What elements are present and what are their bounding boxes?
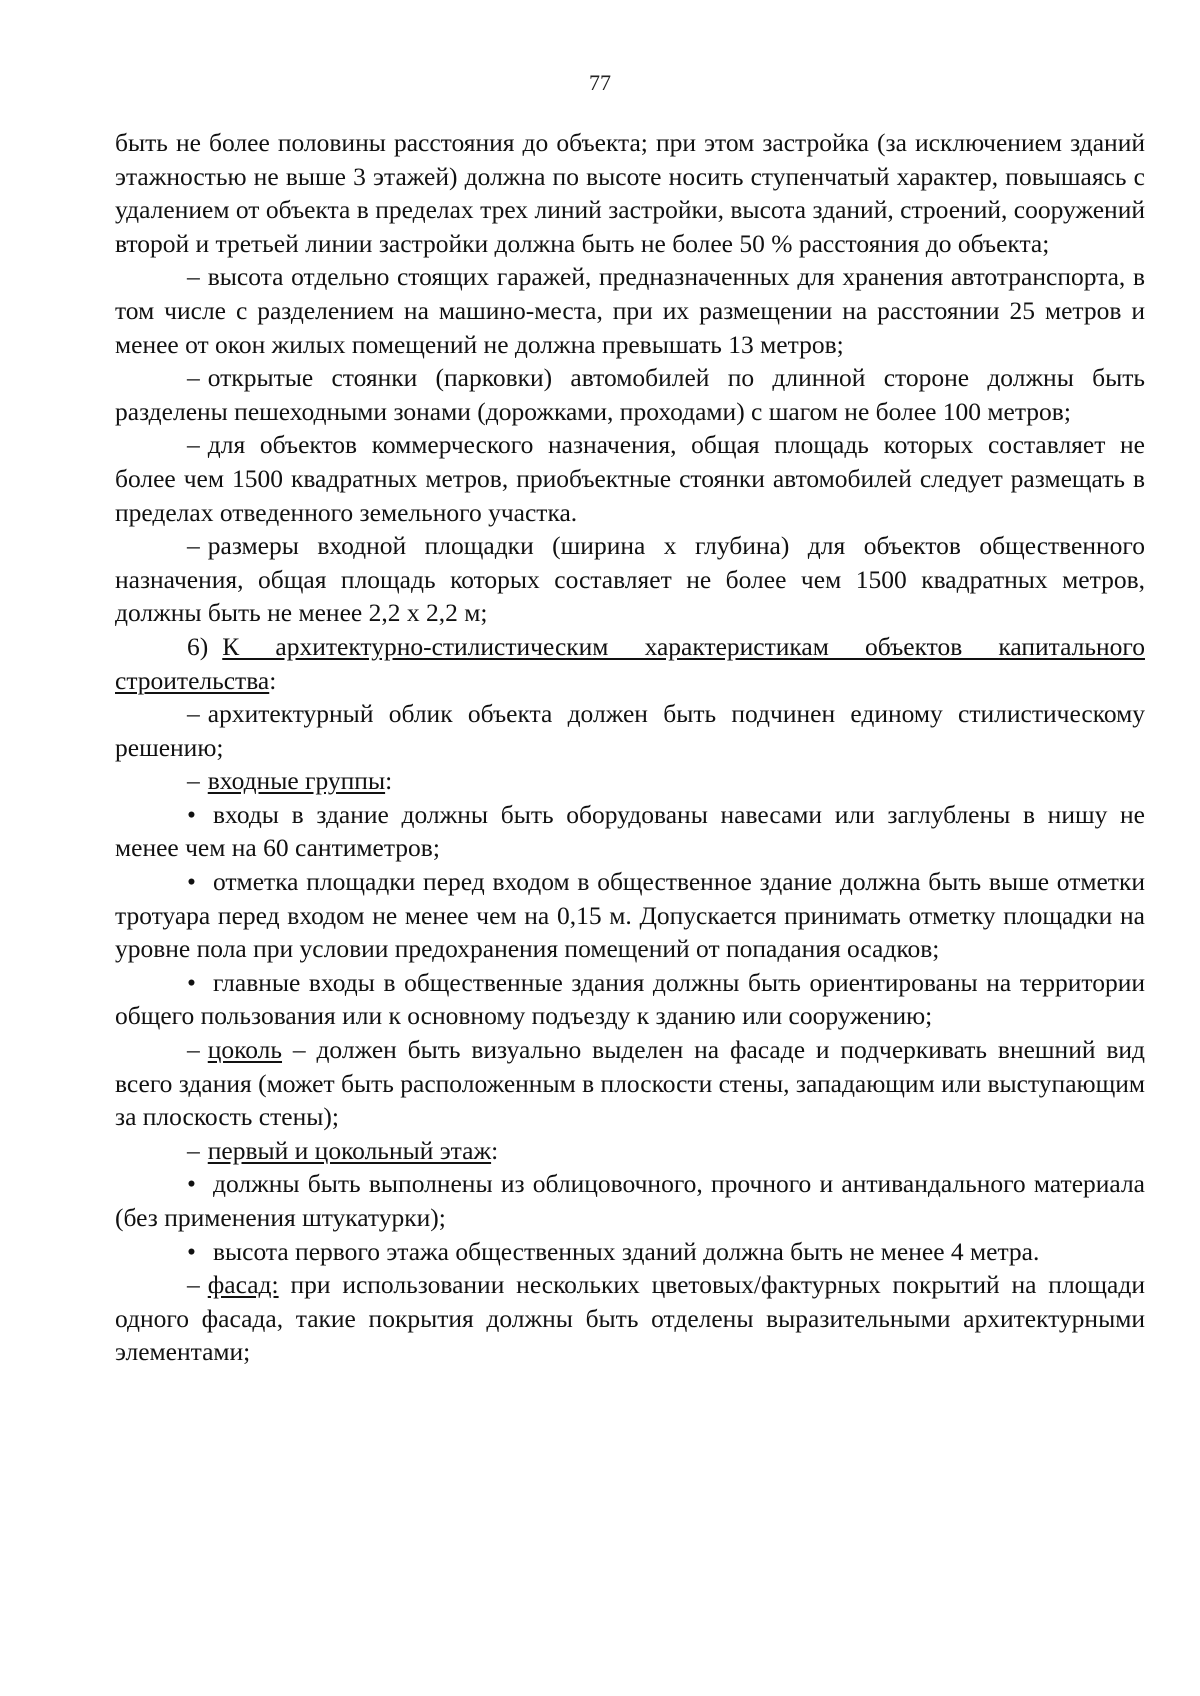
list-item-text: размеры входной площадки (ширина х глубина) для объектов общественного назначения, общая площадь которых составляет не более чем 1500 квадратных метров, должны быть не менее 2,2 х 2,2 м; [115, 531, 1145, 628]
bullet-item-canopies [115, 798, 1145, 865]
list-item-text: – должен быть визуально выделен на фасаде и подчеркивать внешний вид всего здания (может быть расположенным в плоскости стены, западающим или выступающим за плоскость стены); [115, 1035, 1145, 1132]
subheading-text: цоколь [207, 1035, 283, 1065]
list-item-commercial-objects [115, 428, 1145, 529]
section-heading-tail: : [269, 665, 277, 695]
list-item-text: при использовании нескольких цветовых/фактурных покрытий на площади одного фасада, такие покрытия должны быть отделены выразительными архитектурными элементами; [115, 1270, 1145, 1367]
bullet-marker: • [187, 867, 196, 897]
bullet-item-cladding [115, 1167, 1145, 1234]
dash-marker: – [187, 1135, 200, 1165]
subheading-text: фасад: [207, 1270, 279, 1300]
list-item-open-parking [115, 361, 1145, 428]
bullet-item-platform-level [115, 865, 1145, 966]
paragraph-text: быть не более половины расстояния до объекта; при этом застройка (за исключением зданий этажностью не выше 3 этажей) должна по высоте носить ступенчатый характер, повышаясь с удалением от объекта в пределах трех линий застройки, высота зданий, строений, сооружений второй и третьей линии застройки должна быть не более 50 % расстояния до объекта; [115, 128, 1145, 258]
list-item-architectural-look [115, 697, 1145, 764]
dash-marker: – [187, 531, 200, 561]
subheading-text: первый и цокольный этаж [207, 1135, 492, 1165]
list-item-entrance-groups [115, 764, 1145, 798]
dash-marker: – [187, 1035, 200, 1065]
bullet-marker: • [187, 1169, 196, 1199]
section-number: 6) [187, 631, 209, 661]
subheading-text: входные группы [207, 766, 386, 796]
paragraph-continuation [115, 126, 1145, 260]
list-item-facade [115, 1268, 1145, 1369]
bullet-marker: • [187, 967, 196, 997]
list-item-plinth [115, 1033, 1145, 1134]
section-heading-text: К архитектурно-стилистическим характеристикам объектов капитального строительства [115, 631, 1145, 695]
bullet-item-floor-height [115, 1235, 1145, 1269]
list-item-text: высота отдельно стоящих гаражей, предназначенных для хранения автотранспорта, в том числе с разделением на машино-места, при их размещении на расстоянии 25 метров и менее от окон жилых помещений не должна превышать 13 метров; [115, 262, 1145, 359]
bullet-marker: • [187, 799, 196, 829]
section-heading-6 [115, 630, 1145, 697]
bullet-item-text: входы в здание должны быть оборудованы навесами или заглублены в нишу не менее чем на 60 сантиметров; [115, 799, 1145, 863]
bullet-item-text: высота первого этажа общественных зданий должна быть не менее 4 метра. [213, 1236, 1040, 1266]
list-item-text: архитектурный облик объекта должен быть подчинен единому стилистическому решению; [115, 699, 1145, 762]
bullet-item-text: отметка площадки перед входом в общественное здание должна быть выше отметки тротуара перед входом не менее чем на 0,15 м. Допускается принимать отметку площадки на уровне пола при условии предохранения помещений от попадания осадков; [115, 867, 1145, 964]
page-number: 77 [589, 70, 611, 95]
bullet-marker: • [187, 1236, 196, 1266]
list-item-entrance-platform [115, 529, 1145, 630]
dash-marker: – [187, 699, 200, 729]
subheading-tail: : [491, 1135, 499, 1165]
dash-marker: – [187, 766, 200, 796]
list-item-text: для объектов коммерческого назначения, общая площадь которых составляет не более чем 1500 квадратных метров, приобъектные стоянки автомобилей следует размещать в пределах отведенного земельного участка. [115, 430, 1145, 527]
bullet-item-text: должны быть выполнены из облицовочного, прочного и антивандального материала (без применения штукатурки); [115, 1169, 1145, 1232]
bullet-item-main-entrances [115, 966, 1145, 1033]
dash-marker: – [187, 430, 200, 460]
dash-marker: – [187, 1270, 200, 1300]
list-item-garage-height [115, 260, 1145, 361]
document-body [115, 126, 1145, 1369]
list-item-text: открытые стоянки (парковки) автомобилей по длинной стороне должны быть разделены пешеходными зонами (дорожками, проходами) с шагом не более 100 метров; [115, 363, 1145, 426]
dash-marker: – [187, 262, 200, 292]
dash-marker: – [187, 363, 200, 393]
subheading-tail: : [385, 766, 393, 796]
bullet-item-text: главные входы в общественные здания должны быть ориентированы на территории общего пользования или к основному подъезду к зданию или сооружению; [115, 967, 1145, 1031]
list-item-first-floor [115, 1134, 1145, 1168]
